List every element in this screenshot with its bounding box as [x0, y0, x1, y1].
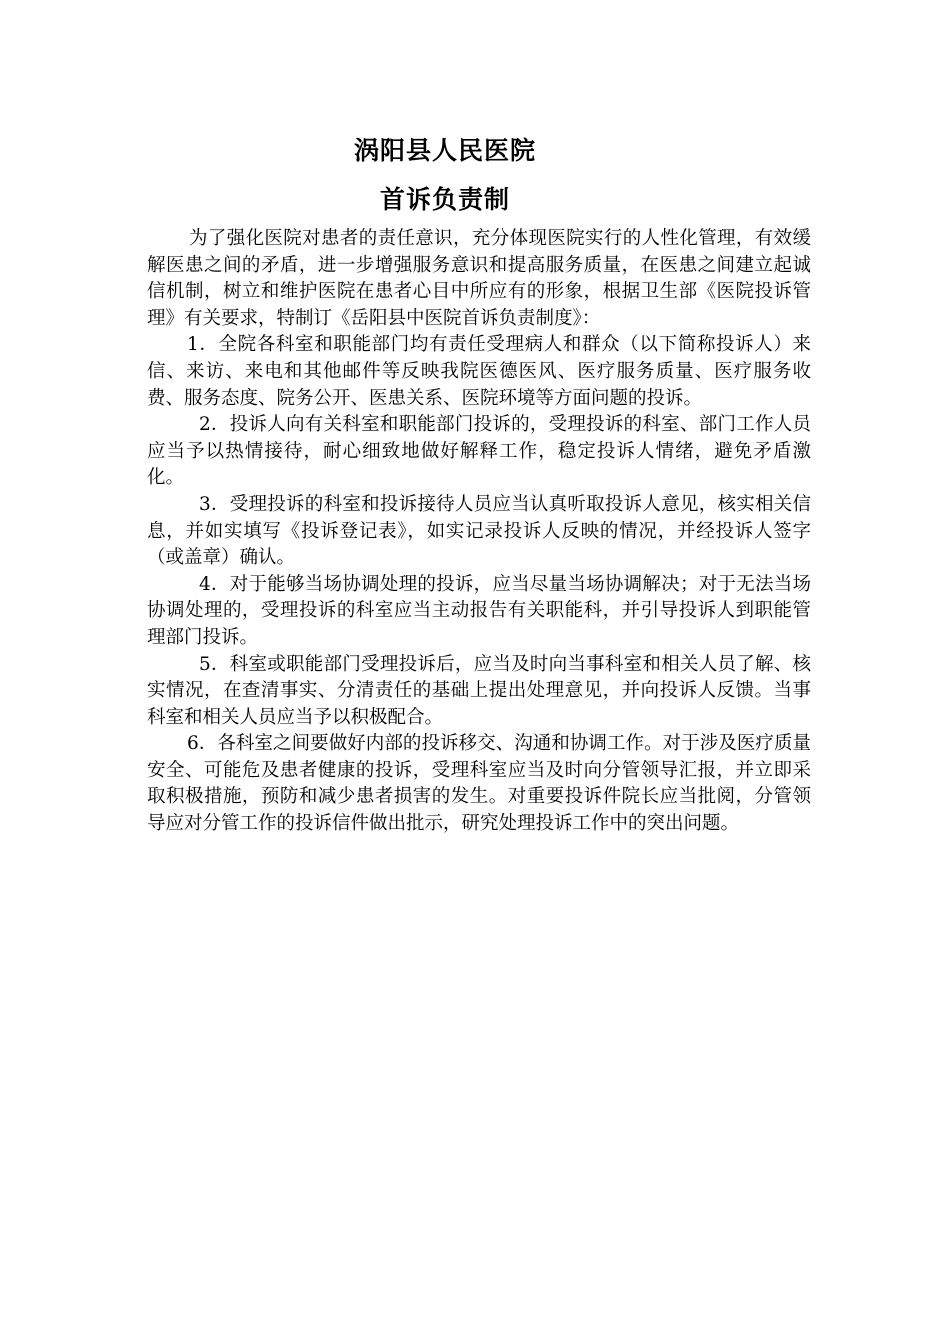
clause-5: 5．科室或职能部门受理投诉后，应当及时向当事科室和相关人员了解、核实情况，在查清事实、分清责任的基础上提出处理意见，并向投诉人反馈。当事科室和相关人员应当予以积极配合。	[147, 653, 811, 728]
clause-6: 6．各科室之间要做好内部的投诉移交、沟通和协调工作。对于涉及医疗质量安全、可能危及患者健康的投诉，受理科室应当及时向分管领导汇报，并立即采取积极措施，预防和减少患者损害的发生。对重要投诉件院长应当批阅，分管领导应对分管工作的投诉信件做出批示，研究处理投诉工作中的突出问题。	[147, 733, 811, 835]
document-body	[147, 226, 811, 838]
document-title: 首诉负责制	[379, 185, 510, 214]
clause-3: 3．受理投诉的科室和投诉接待人员应当认真听取投诉人意见，核实相关信息，并如实填写《投诉登记表》，如实记录投诉人反映的情况，并经投诉人签字（或盖章）确认。	[147, 493, 811, 569]
clause-4: 4．对于能够当场协调处理的投诉，应当尽量当场协调解决；对于无法当场协调处理的，受理投诉的科室应当主动报告有关职能科，并引导投诉人到职能管理部门投诉。	[147, 573, 811, 648]
hospital-name-heading: 涡阳县人民医院	[353, 136, 536, 165]
intro-paragraph: 为了强化医院对患者的责任意识，充分体现医院实行的人性化管理，有效缓解医患之间的矛盾，进一步增强服务意识和提高服务质量，在医患之间建立起诚信机制，树立和维护医院在患者心目中所应有的形象，根据卫生部《医院投诉管理》有关要求，特制订《岳阳县中医院首诉负责制度》：	[147, 228, 811, 329]
clause-2: 2．投诉人向有关科室和职能部门投诉的，受理投诉的科室、部门工作人员应当予以热情接待，耐心细致地做好解释工作，稳定投诉人情绪，避免矛盾激化。	[147, 414, 811, 489]
clause-1: 1．全院各科室和职能部门均有责任受理病人和群众（以下简称投诉人）来信、来访、来电和其他邮件等反映我院医德医风、医疗服务质量、医疗服务收费、服务态度、院务公开、医患关系、医院环境等方面问题的投诉。	[147, 334, 811, 409]
